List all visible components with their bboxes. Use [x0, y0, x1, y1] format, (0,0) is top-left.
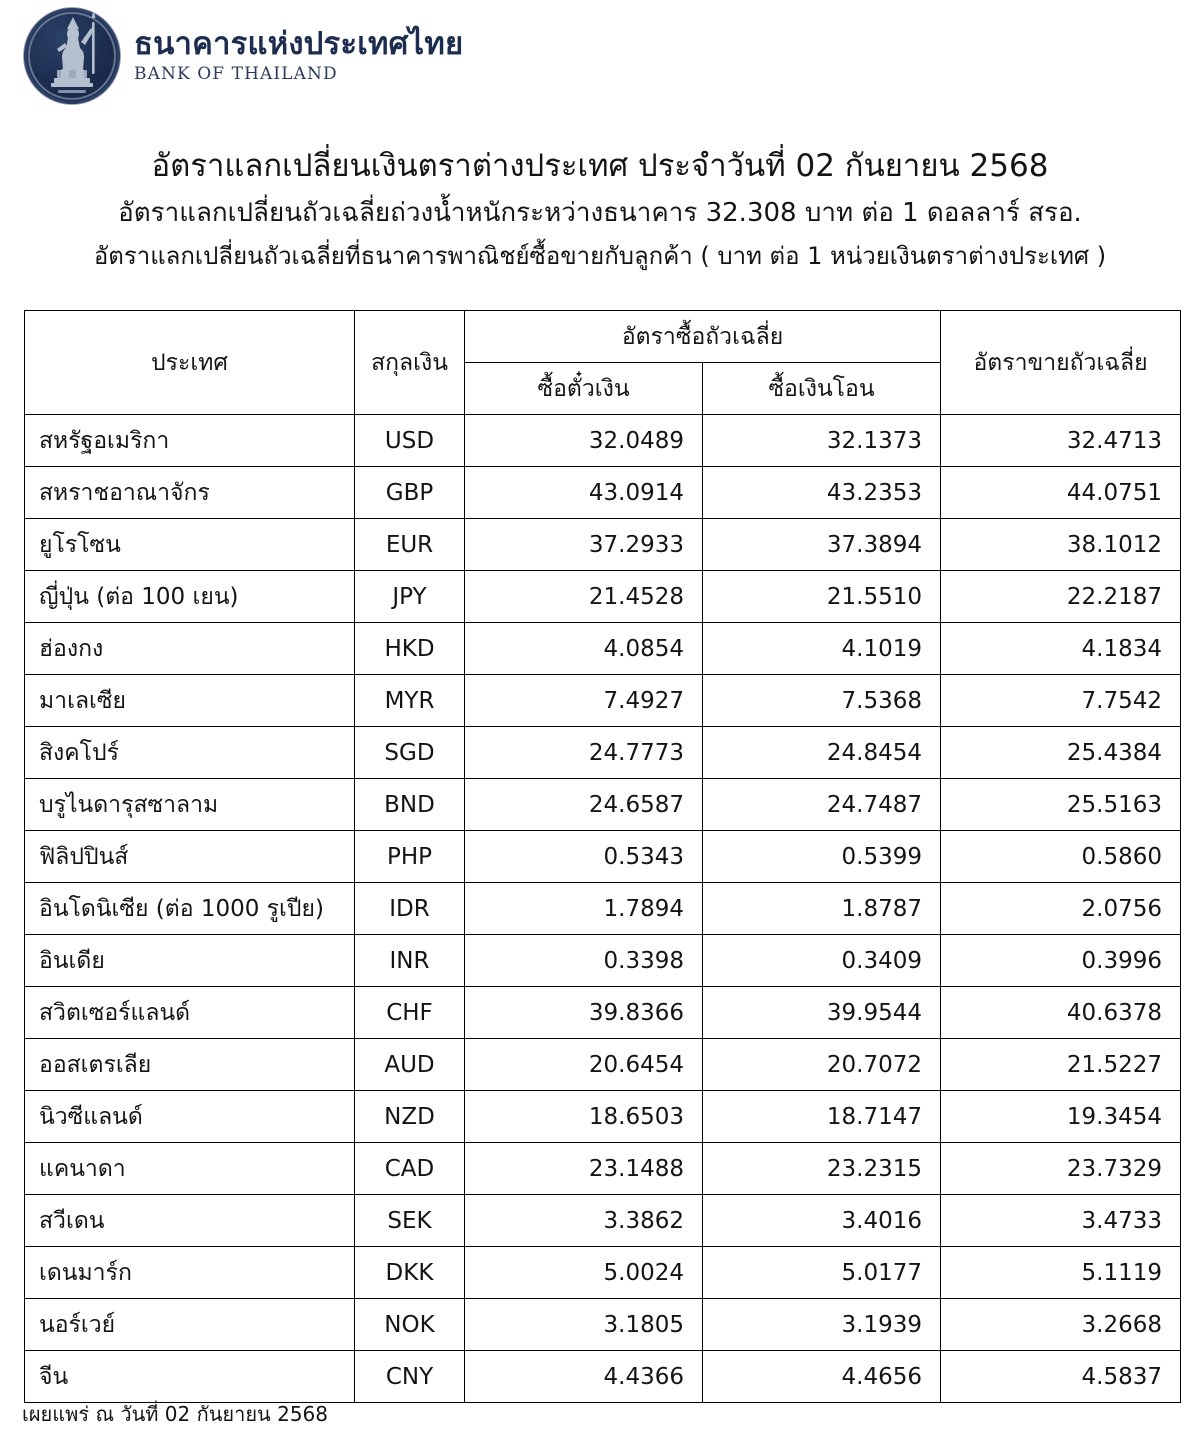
bank-name-thai: ธนาคารแห่งประเทศไทย: [134, 25, 464, 62]
wordmark: [134, 25, 464, 85]
table-row: [25, 935, 1181, 987]
cell-buy-bill: 5.0024: [465, 1247, 703, 1299]
table-row: [25, 1247, 1181, 1299]
cell-buy-transfer: 18.7147: [703, 1091, 941, 1143]
cell-buy-bill: 7.4927: [465, 675, 703, 727]
cell-country: ยูโรโซน: [25, 519, 355, 571]
cell-buy-transfer: 4.4656: [703, 1351, 941, 1403]
cell-buy-bill: 1.7894: [465, 883, 703, 935]
interbank-rate-subtitle: อัตราแลกเปลี่ยนถัวเฉลี่ยถ่วงน้ำหนักระหว่างธนาคาร 32.308 บาท ต่อ 1 ดอลลาร์ สรอ.: [118, 197, 1082, 228]
cell-currency-code: USD: [355, 415, 465, 467]
table-row: [25, 519, 1181, 571]
cell-country: ฟิลิปปินส์: [25, 831, 355, 883]
cell-currency-code: NZD: [355, 1091, 465, 1143]
cell-currency-code: SEK: [355, 1195, 465, 1247]
cell-currency-code: SGD: [355, 727, 465, 779]
cell-currency-code: MYR: [355, 675, 465, 727]
cell-currency-code: HKD: [355, 623, 465, 675]
exchange-rate-table: [24, 310, 1181, 1403]
cell-currency-code: GBP: [355, 467, 465, 519]
cell-sell: 5.1119: [941, 1247, 1181, 1299]
cell-sell: 25.5163: [941, 779, 1181, 831]
cell-sell: 0.5860: [941, 831, 1181, 883]
cell-buy-bill: 21.4528: [465, 571, 703, 623]
header-sell-rate: อัตราขายถัวเฉลี่ย: [941, 311, 1181, 415]
cell-buy-transfer: 1.8787: [703, 883, 941, 935]
table-row: [25, 1351, 1181, 1403]
cell-country: ฮ่องกง: [25, 623, 355, 675]
cell-currency-code: IDR: [355, 883, 465, 935]
cell-country: สวีเดน: [25, 1195, 355, 1247]
table-row: [25, 1195, 1181, 1247]
cell-currency-code: PHP: [355, 831, 465, 883]
cell-sell: 44.0751: [941, 467, 1181, 519]
table-row: [25, 727, 1181, 779]
cell-buy-transfer: 24.7487: [703, 779, 941, 831]
cell-buy-bill: 32.0489: [465, 415, 703, 467]
cell-currency-code: INR: [355, 935, 465, 987]
cell-buy-transfer: 4.1019: [703, 623, 941, 675]
table-row: [25, 467, 1181, 519]
cell-currency-code: CHF: [355, 987, 465, 1039]
bank-name-english: BANK OF THAILAND: [134, 64, 338, 85]
cell-buy-transfer: 5.0177: [703, 1247, 941, 1299]
header-buy-bill: ซื้อตั๋วเงิน: [465, 363, 703, 415]
cell-buy-bill: 4.4366: [465, 1351, 703, 1403]
cell-currency-code: JPY: [355, 571, 465, 623]
cell-country: สหรัฐอเมริกา: [25, 415, 355, 467]
cell-country: แคนาดา: [25, 1143, 355, 1195]
cell-buy-bill: 0.5343: [465, 831, 703, 883]
cell-buy-transfer: 3.4016: [703, 1195, 941, 1247]
cell-buy-transfer: 3.1939: [703, 1299, 941, 1351]
table-row: [25, 675, 1181, 727]
cell-buy-transfer: 43.2353: [703, 467, 941, 519]
cell-buy-bill: 37.2933: [465, 519, 703, 571]
table-row: [25, 1143, 1181, 1195]
cell-country: บรูไนดารุสซาลาม: [25, 779, 355, 831]
cell-currency-code: NOK: [355, 1299, 465, 1351]
cell-country: มาเลเซีย: [25, 675, 355, 727]
cell-currency-code: CAD: [355, 1143, 465, 1195]
cell-buy-bill: 0.3398: [465, 935, 703, 987]
cell-country: ญี่ปุ่น (ต่อ 100 เยน): [25, 571, 355, 623]
cell-country: สิงคโปร์: [25, 727, 355, 779]
cell-buy-bill: 3.3862: [465, 1195, 703, 1247]
table-row: [25, 623, 1181, 675]
cell-buy-bill: 39.8366: [465, 987, 703, 1039]
cell-buy-bill: 18.6503: [465, 1091, 703, 1143]
header-buy-transfer: ซื้อเงินโอน: [703, 363, 941, 415]
cell-sell: 4.1834: [941, 623, 1181, 675]
cell-sell: 2.0756: [941, 883, 1181, 935]
cell-buy-transfer: 23.2315: [703, 1143, 941, 1195]
cell-sell: 3.4733: [941, 1195, 1181, 1247]
cell-sell: 21.5227: [941, 1039, 1181, 1091]
cell-sell: 22.2187: [941, 571, 1181, 623]
cell-buy-bill: 24.6587: [465, 779, 703, 831]
bank-of-thailand-seal-icon: [24, 8, 120, 104]
cell-sell: 7.7542: [941, 675, 1181, 727]
table-row: [25, 883, 1181, 935]
cell-sell: 4.5837: [941, 1351, 1181, 1403]
cell-buy-transfer: 32.1373: [703, 415, 941, 467]
table-row: [25, 779, 1181, 831]
cell-buy-transfer: 0.5399: [703, 831, 941, 883]
page-title: อัตราแลกเปลี่ยนเงินตราต่างประเทศ ประจำวันที่ 02 กันยายน 2568: [151, 148, 1049, 184]
cell-currency-code: BND: [355, 779, 465, 831]
cell-buy-transfer: 39.9544: [703, 987, 941, 1039]
cell-buy-bill: 24.7773: [465, 727, 703, 779]
cell-sell: 19.3454: [941, 1091, 1181, 1143]
cell-buy-transfer: 0.3409: [703, 935, 941, 987]
cell-buy-bill: 3.1805: [465, 1299, 703, 1351]
cell-buy-transfer: 7.5368: [703, 675, 941, 727]
cell-sell: 23.7329: [941, 1143, 1181, 1195]
cell-sell: 40.6378: [941, 987, 1181, 1039]
table-row: [25, 1091, 1181, 1143]
cell-buy-bill: 43.0914: [465, 467, 703, 519]
header-row-primary: [25, 311, 1181, 363]
cell-currency-code: CNY: [355, 1351, 465, 1403]
table-body: [25, 415, 1181, 1403]
cell-currency-code: AUD: [355, 1039, 465, 1091]
table-row: [25, 571, 1181, 623]
cell-buy-bill: 4.0854: [465, 623, 703, 675]
title-block: [0, 146, 1200, 274]
table-row: [25, 1039, 1181, 1091]
table-header: [25, 311, 1181, 415]
cell-country: จีน: [25, 1351, 355, 1403]
cell-buy-transfer: 37.3894: [703, 519, 941, 571]
cell-buy-transfer: 24.8454: [703, 727, 941, 779]
header-currency: สกุลเงิน: [355, 311, 465, 415]
cell-sell: 25.4384: [941, 727, 1181, 779]
table-row: [25, 987, 1181, 1039]
cell-country: อินโดนิเซีย (ต่อ 1000 รูเปีย): [25, 883, 355, 935]
cell-sell: 38.1012: [941, 519, 1181, 571]
cell-sell: 3.2668: [941, 1299, 1181, 1351]
commercial-bank-rate-subtitle: อัตราแลกเปลี่ยนถัวเฉลี่ยที่ธนาคารพาณิชย์ซื้อขายกับลูกค้า ( บาท ต่อ 1 หน่วยเงินตราต่างประเทศ ): [93, 242, 1107, 271]
cell-currency-code: EUR: [355, 519, 465, 571]
cell-buy-transfer: 20.7072: [703, 1039, 941, 1091]
table-row: [25, 831, 1181, 883]
cell-country: นอร์เวย์: [25, 1299, 355, 1351]
cell-sell: 32.4713: [941, 415, 1181, 467]
cell-country: ออสเตรเลีย: [25, 1039, 355, 1091]
cell-buy-bill: 23.1488: [465, 1143, 703, 1195]
cell-buy-transfer: 21.5510: [703, 571, 941, 623]
cell-country: เดนมาร์ก: [25, 1247, 355, 1299]
cell-sell: 0.3996: [941, 935, 1181, 987]
table-row: [25, 415, 1181, 467]
cell-country: นิวซีแลนด์: [25, 1091, 355, 1143]
header-country: ประเทศ: [25, 311, 355, 415]
cell-country: อินเดีย: [25, 935, 355, 987]
header-buy-group: อัตราซื้อถัวเฉลี่ย: [465, 311, 941, 363]
publication-note: เผยแพร่ ณ วันที่ 02 กันยายน 2568: [22, 1402, 328, 1426]
cell-buy-bill: 20.6454: [465, 1039, 703, 1091]
masthead: [24, 8, 463, 104]
cell-currency-code: DKK: [355, 1247, 465, 1299]
table-row: [25, 1299, 1181, 1351]
cell-country: สหราชอาณาจักร: [25, 467, 355, 519]
cell-country: สวิตเซอร์แลนด์: [25, 987, 355, 1039]
